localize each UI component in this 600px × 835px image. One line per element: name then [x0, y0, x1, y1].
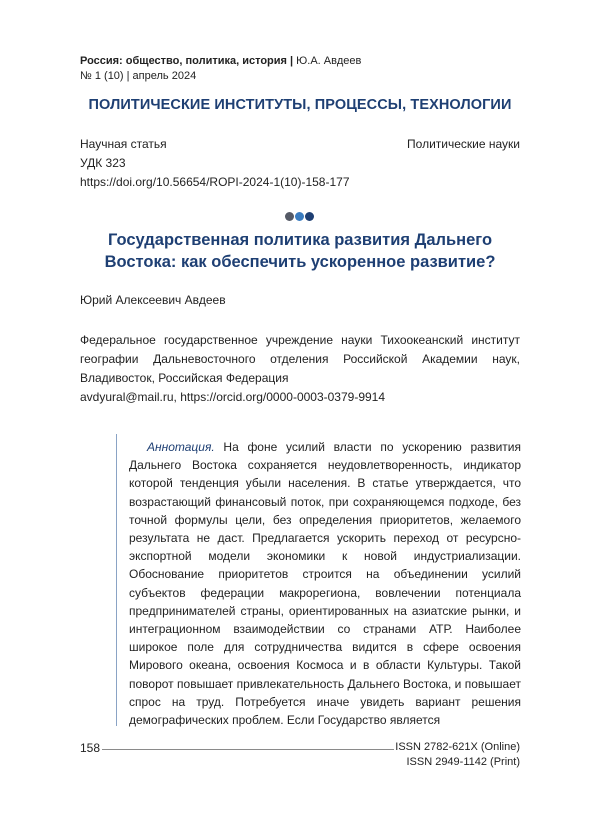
- article-field: Политические науки: [407, 135, 520, 154]
- article-meta: [80, 135, 520, 192]
- dot-icon: [295, 212, 304, 221]
- section-title: ПОЛИТИЧЕСКИЕ ИНСТИТУТЫ, ПРОЦЕССЫ, ТЕХНОЛОГИИ: [0, 97, 600, 113]
- abstract-box: [116, 434, 521, 726]
- doi-link[interactable]: https://doi.org/10.56654/ROPI-2024-1(10)-158-177: [80, 173, 520, 192]
- decorative-dots: [285, 208, 325, 218]
- article-title: [80, 229, 520, 273]
- journal-name: Россия: общество, политика, история: [80, 55, 287, 67]
- affiliation: Федеральное государственное учреждение науки Тихоокеанский институт географии Дальневосточного отделения Российской Академии наук, Владивосток, Российская Федерация: [80, 331, 520, 388]
- dot-icon: [305, 212, 314, 221]
- footer-divider: [102, 749, 394, 750]
- issn-online: ISSN 2782-621X (Online): [395, 740, 520, 755]
- udk: УДК 323: [80, 154, 520, 173]
- running-head: [80, 54, 520, 84]
- author-name: Юрий Алексеевич Авдеев: [80, 293, 226, 307]
- page-number: 158: [80, 741, 100, 755]
- title-line: Государственная политика развития Дальнего: [80, 229, 520, 251]
- abstract-lead: Аннотация.: [147, 440, 215, 454]
- header-author: Ю.А. Авдеев: [296, 55, 361, 67]
- header-separator: |: [287, 55, 296, 67]
- header-issue: № 1 (10) | апрель 2024: [80, 69, 520, 84]
- running-head-line1: [80, 54, 520, 69]
- affiliation-block: [80, 331, 520, 407]
- issn-print: ISSN 2949-1142 (Print): [395, 755, 520, 770]
- abstract-text: На фоне усилий власти по ускорению развития Дальнего Востока сохраняется неудовлетворенность, индикатор которой тенденция убыли населения. В статье утверждается, что возрастающий финансовый поток, при сохраняющемся подходе, без точной формулы цели, без определения приоритетов, желаемого результата не даст. Предлагается ускорить переход от ресурсно-экспортной модели экономики к новой индустриализации. Обоснование приоритетов строится на объединении усилий субъектов федерации макрорегиона, вовлечении потенциала предпринимателей страны, ориентированных на азиатские рынки, и интеграционном взаимодействии со странами АТР. Наиболее широкое поле для сотрудничества видится в сфере освоения Мирового океана, освоения Космоса и в области Культуры. Такой поворот повышает привлекательность Дальнего Востока, и повышает спрос на труд. Потребуется иначе увидеть вариант решения демографических проблем. Если Государство является: [129, 440, 521, 727]
- issn-block: [395, 740, 520, 770]
- abstract: [129, 438, 521, 729]
- dot-icon: [285, 212, 294, 221]
- author-contacts[interactable]: avdyural@mail.ru, https://orcid.org/0000-0003-0379-9914: [80, 388, 520, 407]
- article-type: Научная статья: [80, 135, 520, 154]
- title-line: Востока: как обеспечить ускоренное развитие?: [80, 251, 520, 273]
